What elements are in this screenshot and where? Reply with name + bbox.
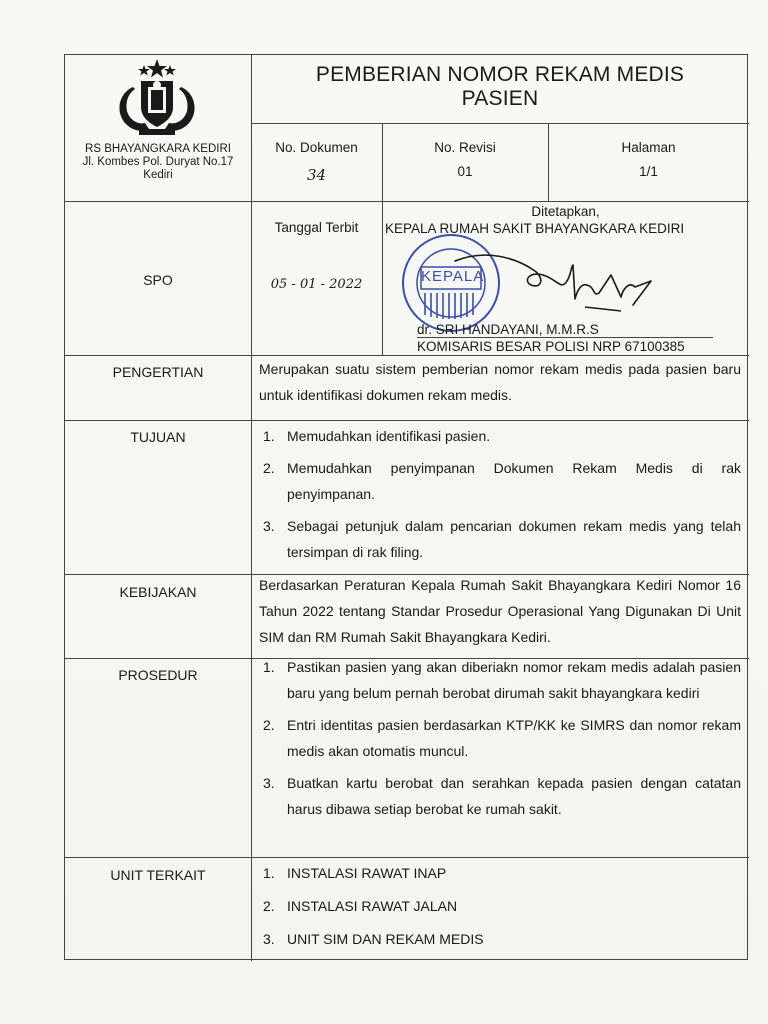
pengertian-text: Merupakan suatu sistem pemberian nomor rekam medis pada pasien baru untuk identifikasi dokumen rekam medis. <box>259 361 741 403</box>
hospital-address: Jl. Kombes Pol. Duryat No.17 <box>82 156 234 168</box>
issue-date-value: 05 - 01 - 2022 <box>270 277 363 292</box>
issue-date-label: Tanggal Terbit <box>274 220 359 235</box>
doc-no-label: No. Dokumen <box>275 140 358 155</box>
tujuan-list <box>263 423 741 571</box>
item-text: Memudahkan penyimpanan Dokumen Rekam Medis di rak penyimpanan. <box>287 460 741 502</box>
hospital-info <box>65 143 251 182</box>
row-divider <box>65 857 749 858</box>
row-divider <box>251 123 749 124</box>
item-number: 3. <box>263 931 275 947</box>
column-divider <box>251 55 252 961</box>
document-title <box>251 63 749 111</box>
page-label: Halaman <box>621 140 676 155</box>
spo-table <box>64 54 748 960</box>
item-number: 2. <box>263 717 275 733</box>
item-number: 1. <box>263 428 275 444</box>
list-item <box>263 926 741 952</box>
cell-divider <box>548 123 549 201</box>
kebijakan-text: Berdasarkan Peraturan Kepala Rumah Sakit Bhayangkara Kediri Nomor 16 Tahun 2022 tentang Standar Prosedur Operasional Yang Digunakan Di Unit SIM dan RM Rumah Sakit Bhayangkara Kediri. <box>259 577 741 645</box>
item-text: Pastikan pasien yang akan diberiakn nomor rekam medis adalah pasien baru yang belum pernah berobat dirumah sakit bhayangkara kediri <box>287 659 741 701</box>
item-text: Sebagai petunjuk dalam pencarian dokumen rekam medis yang telah tersimpan di rak filing. <box>287 518 741 560</box>
revision-value: 01 <box>457 164 473 179</box>
row-divider <box>65 201 749 202</box>
item-number: 1. <box>263 865 275 881</box>
approver-name: dr. SRI HANDAYANI, M.M.R.S <box>417 322 599 337</box>
approver-rank: KOMISARIS BESAR POLISI NRP 67100385 <box>417 339 685 354</box>
list-item <box>263 860 741 886</box>
page-value: 1/1 <box>639 164 658 179</box>
item-number: 2. <box>263 898 275 914</box>
list-item <box>263 893 741 919</box>
hospital-name: RS BHAYANGKARA KEDIRI <box>85 143 231 155</box>
doc-no-value: 34 <box>306 166 327 184</box>
hospital-city: Kediri <box>143 169 173 181</box>
prosedur-list <box>263 654 741 828</box>
item-text: UNIT SIM DAN REKAM MEDIS <box>287 931 484 947</box>
list-item <box>263 712 741 764</box>
approved-label: Ditetapkan, <box>531 204 600 219</box>
item-number: 2. <box>263 460 275 476</box>
spo-label: SPO <box>143 272 173 288</box>
item-number: 3. <box>263 518 275 534</box>
unit-terkait-label: UNIT TERKAIT <box>110 867 206 883</box>
police-emblem-logo <box>111 57 203 139</box>
row-divider <box>65 420 749 421</box>
kebijakan-label: KEBIJAKAN <box>119 584 197 600</box>
item-text: Buatkan kartu berobat dan serahkan kepada pasien dengan catatan harus dibawa setiap berobat ke rumah sakit. <box>287 775 741 817</box>
item-text: INSTALASI RAWAT JALAN <box>287 898 458 914</box>
list-item <box>263 654 741 706</box>
item-text: INSTALASI RAWAT INAP <box>287 865 447 881</box>
list-item <box>263 455 741 507</box>
prosedur-label: PROSEDUR <box>118 667 198 683</box>
tujuan-label: TUJUAN <box>130 429 186 445</box>
list-item <box>263 423 741 449</box>
approver-title: KEPALA RUMAH SAKIT BHAYANGKARA KEDIRI <box>385 221 685 236</box>
item-number: 3. <box>263 775 275 791</box>
list-item <box>263 513 741 565</box>
item-text: Entri identitas pasien berdasarkan KTP/KK ke SIMRS dan nomor rekam medis akan otomatis muncul. <box>287 717 741 759</box>
revision-label: No. Revisi <box>434 140 496 155</box>
title-line-2: PASIEN <box>461 87 539 110</box>
unit-terkait-list <box>263 860 741 959</box>
item-text: Memudahkan identifikasi pasien. <box>287 428 491 444</box>
item-number: 1. <box>263 659 275 675</box>
cell-divider <box>382 123 383 201</box>
signature <box>445 241 665 321</box>
pengertian-label: PENGERTIAN <box>112 364 204 380</box>
title-line-1: PEMBERIAN NOMOR REKAM MEDIS <box>315 63 685 86</box>
list-item <box>263 770 741 822</box>
stamp-text: KEPALA <box>421 268 485 285</box>
